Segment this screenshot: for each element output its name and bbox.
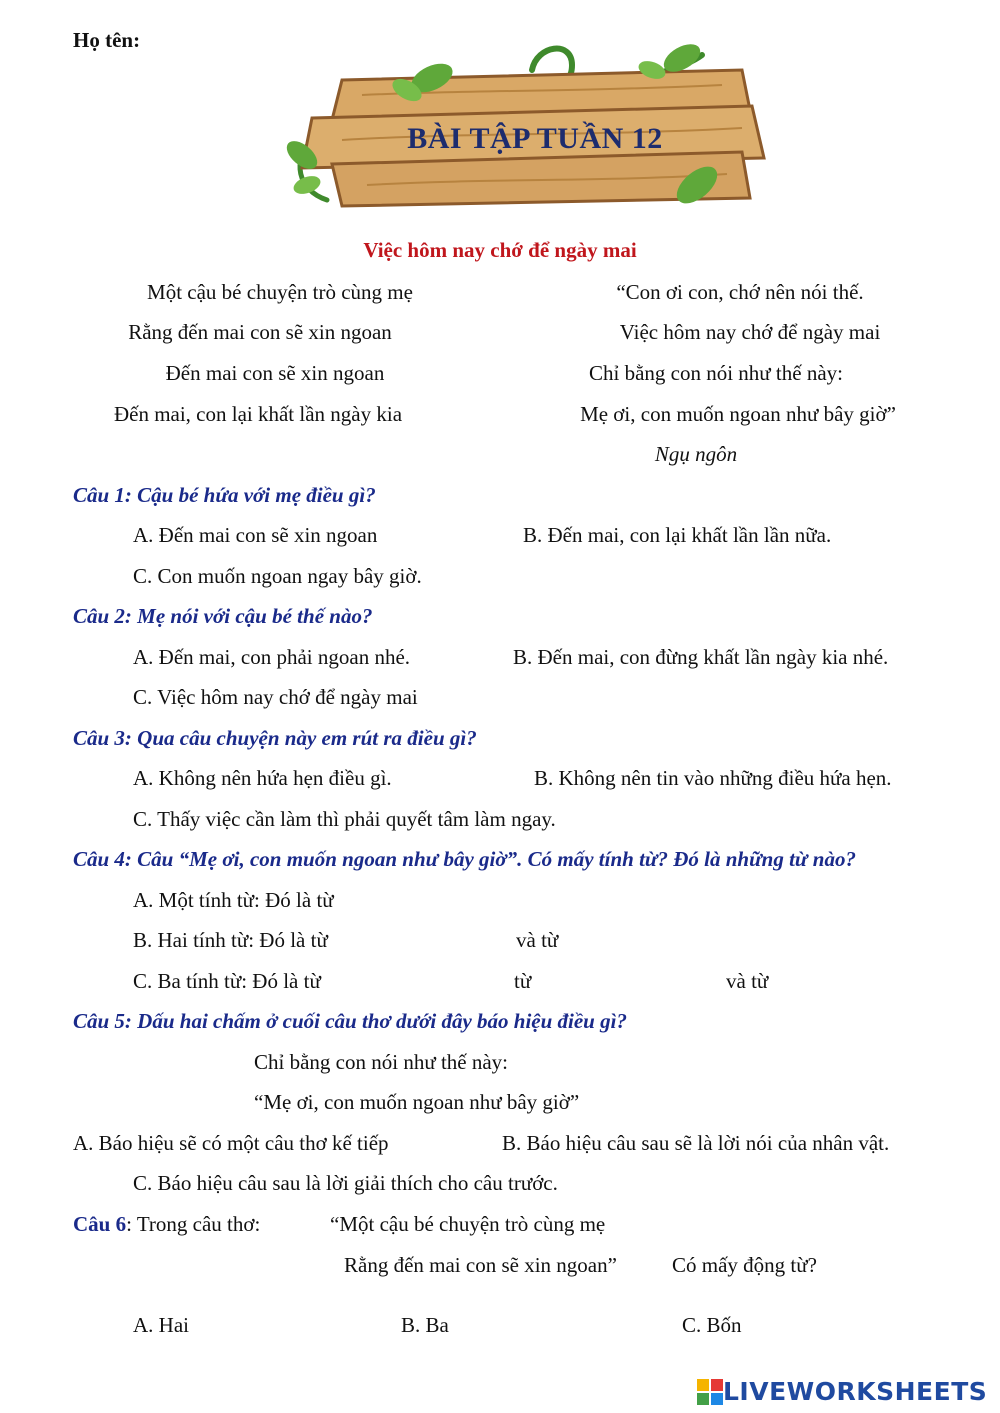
question-2: Câu 2: Mẹ nói với cậu bé thế nào?: [73, 604, 373, 628]
q3-option-b[interactable]: B. Không nên tin vào những điều hứa hẹn.: [534, 766, 892, 790]
q1-option-c[interactable]: C. Con muốn ngoan ngay bây giờ.: [133, 564, 422, 588]
question-6: [73, 1212, 260, 1237]
q4-option-c-part2: từ: [514, 969, 532, 993]
question-1: Câu 1: Cậu bé hứa với mẹ điều gì?: [73, 483, 376, 507]
question-6-text: : Trong câu thơ:: [126, 1212, 261, 1236]
q6-option-c[interactable]: C. Bốn: [682, 1313, 742, 1337]
q5-option-c[interactable]: C. Báo hiệu câu sau là lời giải thích cho câu trước.: [133, 1171, 558, 1195]
poem-right-line-2: Việc hôm nay chớ để ngày mai: [619, 320, 881, 344]
q2-option-c[interactable]: C. Việc hôm nay chớ để ngày mai: [133, 685, 418, 709]
question-5: Câu 5: Dấu hai chấm ở cuối câu thơ dưới đây báo hiệu điều gì?: [73, 1009, 627, 1033]
question-4: Câu 4: Câu “Mẹ ơi, con muốn ngoan như bây giờ”. Có mấy tính từ? Đó là những từ nào?: [73, 847, 856, 871]
name-label: Họ tên:: [73, 28, 141, 52]
q4-option-b[interactable]: B. Hai tính từ: Đó là từ: [133, 928, 328, 952]
q1-option-b[interactable]: B. Đến mai, con lại khất lần lần nữa.: [523, 523, 832, 547]
q6-ask: Có mấy động từ?: [672, 1253, 817, 1277]
poem-left-line-1: Một cậu bé chuyện trò cùng mẹ: [147, 280, 413, 304]
q5-option-a[interactable]: A. Báo hiệu sẽ có một câu thơ kế tiếp: [73, 1131, 389, 1155]
poem-left-line-3: Đến mai con sẽ xin ngoan: [165, 361, 385, 385]
q5-option-b[interactable]: B. Báo hiệu câu sau sẽ là lời nói của nhân vật.: [502, 1131, 890, 1155]
q6-quote-line-2: Rằng đến mai con sẽ xin ngoan”: [344, 1253, 617, 1277]
poem-right-line-3: Chỉ bằng con nói như thế này:: [588, 361, 843, 385]
question-3: Câu 3: Qua câu chuyện này em rút ra điều gì?: [73, 726, 477, 750]
q4-option-a[interactable]: A. Một tính từ: Đó là từ: [133, 888, 334, 912]
q3-option-a[interactable]: A. Không nên hứa hẹn điều gì.: [133, 766, 392, 790]
liveworksheets-logo-icon: [697, 1379, 723, 1405]
q4-option-c-part3: và từ: [726, 969, 769, 993]
poem-right-line-1: “Con ơi con, chớ nên nói thế.: [616, 280, 864, 304]
banner-title: BÀI TẬP TUẦN 12: [407, 122, 663, 155]
poem-title: Việc hôm nay chớ để ngày mai: [363, 238, 637, 262]
poem-source: Ngụ ngôn: [654, 442, 738, 466]
q4-option-b-part2: và từ: [516, 928, 559, 952]
q1-option-a[interactable]: A. Đến mai con sẽ xin ngoan: [133, 523, 378, 547]
q5-quote-line-1: Chỉ bằng con nói như thế này:: [254, 1050, 509, 1074]
liveworksheets-logo-text: LIVEWORKSHEETS: [723, 1377, 988, 1406]
q5-quote-line-2: “Mẹ ơi, con muốn ngoan như bây giờ”: [254, 1090, 580, 1114]
question-6-label: Câu 6: [73, 1212, 127, 1236]
poem-right-line-4: Mẹ ơi, con muốn ngoan như bây giờ”: [580, 402, 896, 426]
poem-left-line-2: Rằng đến mai con sẽ xin ngoan: [128, 320, 392, 344]
q6-option-b[interactable]: B. Ba: [401, 1313, 449, 1337]
q3-option-c[interactable]: C. Thấy việc cần làm thì phải quyết tâm làm ngay.: [133, 807, 556, 831]
liveworksheets-logo: [697, 1377, 987, 1406]
q6-option-a[interactable]: A. Hai: [133, 1313, 189, 1337]
q2-option-a[interactable]: A. Đến mai, con phải ngoan nhé.: [133, 645, 411, 669]
q4-option-c[interactable]: C. Ba tính từ: Đó là từ: [133, 969, 321, 993]
q2-option-b[interactable]: B. Đến mai, con đừng khất lần ngày kia nhé.: [513, 645, 889, 669]
q6-quote-line-1: “Một cậu bé chuyện trò cùng mẹ: [330, 1212, 606, 1236]
poem-left-line-4: Đến mai, con lại khất lần ngày kia: [113, 402, 403, 426]
